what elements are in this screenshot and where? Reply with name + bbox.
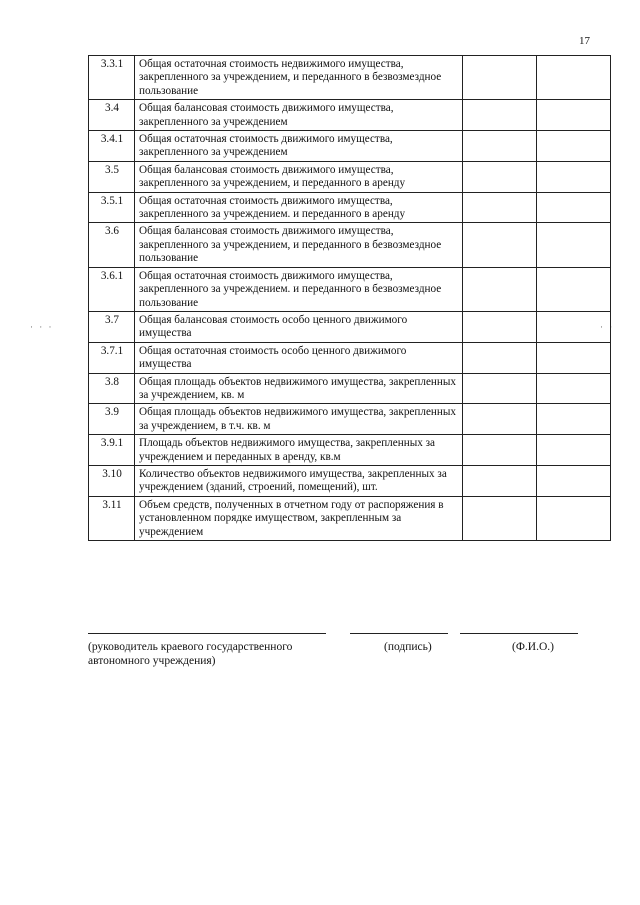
value-cell: [463, 311, 537, 342]
row-description: Общая балансовая стоимость движимого имущества, закрепленного за учреждением, и переданного в безвозмездное пользование: [135, 223, 463, 267]
row-description: Общая площадь объектов недвижимого имущества, закрепленных за учреждением, кв. м: [135, 373, 463, 404]
table-row: [89, 311, 611, 342]
value-cell: [537, 311, 611, 342]
value-cell: [537, 161, 611, 192]
value-cell: [463, 465, 537, 496]
value-cell: [537, 56, 611, 100]
value-cell: [537, 465, 611, 496]
value-cell: [463, 56, 537, 100]
value-cell: [537, 267, 611, 311]
value-cell: [463, 192, 537, 223]
table-row: [89, 223, 611, 267]
table-row: [89, 373, 611, 404]
row-number: 3.7: [89, 311, 135, 342]
table-row: [89, 267, 611, 311]
row-number: 3.3.1: [89, 56, 135, 100]
property-report-table: [88, 55, 611, 541]
row-description: Общая остаточная стоимость движимого имущества, закрепленного за учреждением. и переданного в аренду: [135, 192, 463, 223]
value-cell: [537, 496, 611, 540]
row-number: 3.8: [89, 373, 135, 404]
value-cell: [463, 161, 537, 192]
row-number: 3.10: [89, 465, 135, 496]
scan-artifact: · · ·: [30, 322, 54, 332]
row-description: Общая остаточная стоимость недвижимого имущества, закрепленного за учреждением, и переданного в безвозмездное пользование: [135, 56, 463, 100]
row-description: Объем средств, полученных в отчетном году от распоряжения в установленном порядке имуществом, закрепленным за учреждением: [135, 496, 463, 540]
table-row: [89, 435, 611, 466]
page-number: 17: [579, 35, 590, 47]
name-signature-line: [460, 633, 578, 634]
row-number: 3.4: [89, 100, 135, 131]
value-cell: [463, 223, 537, 267]
table-row: [89, 496, 611, 540]
row-number: 3.11: [89, 496, 135, 540]
value-cell: [537, 131, 611, 162]
row-number: 3.6: [89, 223, 135, 267]
value-cell: [463, 131, 537, 162]
value-cell: [537, 373, 611, 404]
table-row: [89, 161, 611, 192]
table-row: [89, 100, 611, 131]
scan-artifact: · ·: [600, 322, 615, 332]
table-row: [89, 404, 611, 435]
row-description: Общая балансовая стоимость особо ценного движимого имущества: [135, 311, 463, 342]
row-description: Общая остаточная стоимость особо ценного движимого имущества: [135, 342, 463, 373]
value-cell: [537, 404, 611, 435]
value-cell: [463, 267, 537, 311]
row-number: 3.5.1: [89, 192, 135, 223]
position-caption: (руководитель краевого государственного автономного учреждения): [88, 641, 293, 667]
signature-line: [350, 633, 448, 634]
table-row: [89, 342, 611, 373]
value-cell: [463, 100, 537, 131]
value-cell: [463, 435, 537, 466]
value-cell: [463, 496, 537, 540]
value-cell: [537, 435, 611, 466]
row-number: 3.9.1: [89, 435, 135, 466]
row-description: Общая остаточная стоимость движимого имущества, закрепленного за учреждением. и переданного в безвозмездное пользование: [135, 267, 463, 311]
value-cell: [463, 404, 537, 435]
value-cell: [537, 342, 611, 373]
value-cell: [463, 342, 537, 373]
row-description: Общая остаточная стоимость движимого имущества, закрепленного за учреждением: [135, 131, 463, 162]
row-description: Количество объектов недвижимого имущества, закрепленных за учреждением (зданий, строений, помещений), шт.: [135, 465, 463, 496]
row-number: 3.6.1: [89, 267, 135, 311]
signature-caption: (подпись): [384, 641, 432, 653]
value-cell: [537, 192, 611, 223]
table-row: [89, 192, 611, 223]
position-signature-line: [88, 633, 326, 634]
row-description: Площадь объектов недвижимого имущества, закрепленных за учреждением и переданных в аренду, кв.м: [135, 435, 463, 466]
row-number: 3.9: [89, 404, 135, 435]
row-number: 3.4.1: [89, 131, 135, 162]
row-description: Общая площадь объектов недвижимого имущества, закрепленных за учреждением, в т.ч. кв. м: [135, 404, 463, 435]
value-cell: [463, 373, 537, 404]
value-cell: [537, 100, 611, 131]
row-description: Общая балансовая стоимость движимого имущества, закрепленного за учреждением, и переданного в аренду: [135, 161, 463, 192]
value-cell: [537, 223, 611, 267]
table-row: [89, 465, 611, 496]
row-description: Общая балансовая стоимость движимого имущества, закрепленного за учреждением: [135, 100, 463, 131]
table-row: [89, 56, 611, 100]
row-number: 3.5: [89, 161, 135, 192]
name-caption: (Ф.И.О.): [512, 641, 554, 653]
table-row: [89, 131, 611, 162]
row-number: 3.7.1: [89, 342, 135, 373]
